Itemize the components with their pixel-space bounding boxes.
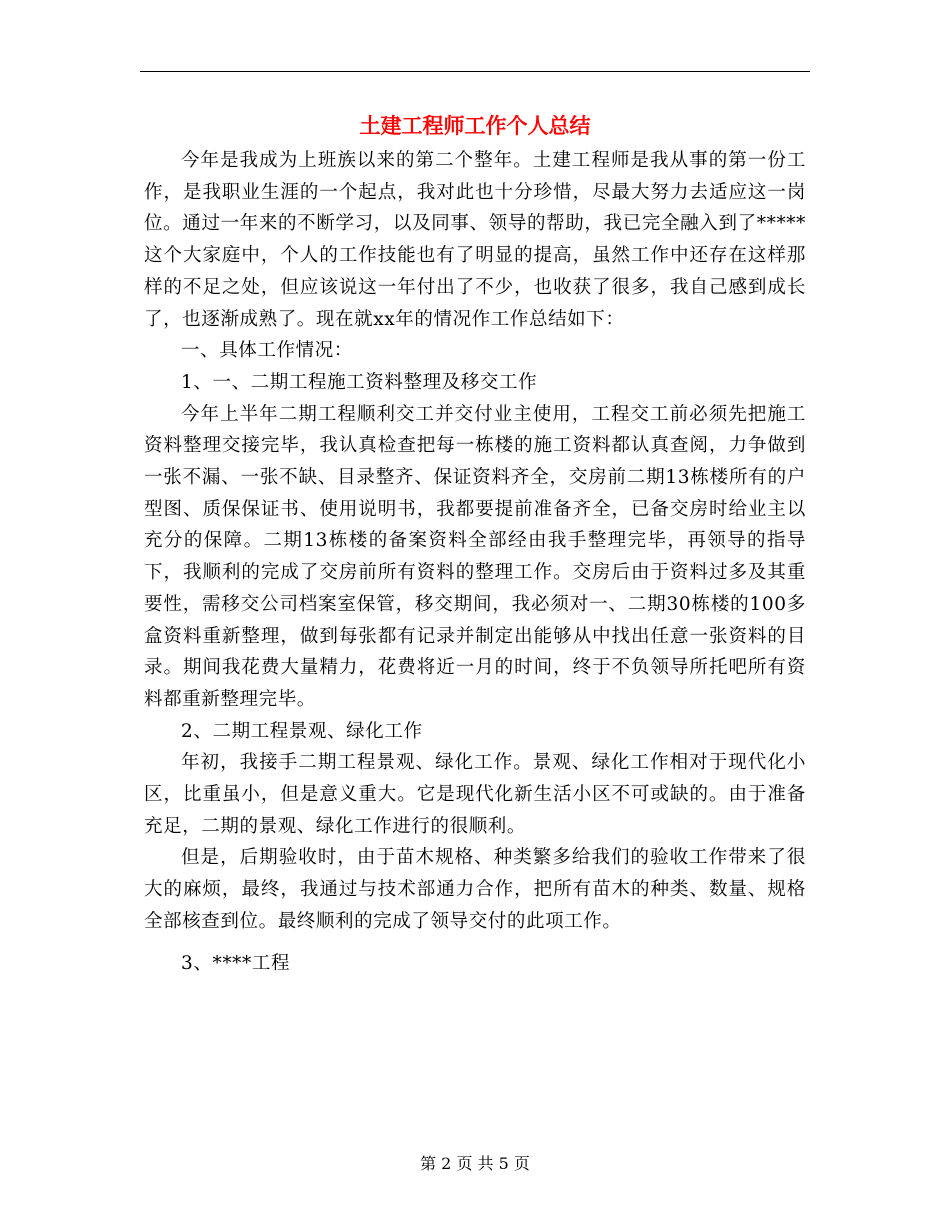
paragraph-acceptance: 但是，后期验收时，由于苗木规格、种类繁多给我们的验收工作带来了很大的麻烦，最终，我通过与技术部通力合作，把所有苗木的种类、数量、规格全部核查到位。最终顺利的完成了领导交付的此项工作。	[144, 847, 806, 932]
section-heading: 一、具体工作情况：	[181, 340, 353, 362]
subsection-heading-3: 3、****工程	[181, 952, 291, 974]
document-title: 土建工程师工作个人总结	[359, 113, 591, 138]
document-body	[144, 145, 806, 979]
page-number: 第 2 页 共 5 页	[420, 1154, 530, 1173]
paragraph-documents: 今年上半年二期工程顺利交工并交付业主使用，工程交工前必须先把施工资料整理交接完毕，我认真检查把每一栋楼的施工资料都认真查阅，力争做到一张不漏、一张不缺、目录整齐、保证资料齐全，交房前二期13栋楼所有的户型图、质保保证书、使用说明书，我都要提前准备齐全，已备交房时给业主以充分的保障。二期13栋楼的备案资料全部经由我手整理完毕，再领导的指导下，我顺利的完成了交房前所有资料的整理工作。交房后由于资料过多及其重要性，需移交公司档案室保管，移交期间，我必须对一、二期30栋楼的100多盒资料重新整理，做到每张都有记录并制定出能够从中找出任意一张资料的目录。期间我花费大量精力，花费将近一月的时间，终于不负领导所托吧所有资料都重新整理完毕。	[144, 403, 806, 710]
paragraph-intro: 今年是我成为上班族以来的第二个整年。土建工程师是我从事的第一份工作，是我职业生涯的一个起点，我对此也十分珍惜，尽最大努力去适应这一岗位。通过一年来的不断学习，以及同事、领导的帮助，我已完全融入到了*****这个大家庭中，个人的工作技能也有了明显的提高，虽然工作中还存在这样那样的不足之处，但应该说这一年付出了不少，也收获了很多，我自己感到成长了，也逐渐成熟了。现在就xx年的情况作工作总结如下：	[144, 150, 806, 330]
paragraph-landscaping: 年初，我接手二期工程景观、绿化工作。景观、绿化工作相对于现代化小区，比重虽小，但是意义重大。它是现代化新生活小区不可或缺的。由于准备充足，二期的景观、绿化工作进行的很顺利。	[144, 752, 806, 837]
header-rule	[140, 71, 810, 72]
subsection-heading-2: 2、二期工程景观、绿化工作	[181, 720, 423, 742]
subsection-heading-1: 1、一、二期工程施工资料整理及移交工作	[181, 371, 538, 393]
